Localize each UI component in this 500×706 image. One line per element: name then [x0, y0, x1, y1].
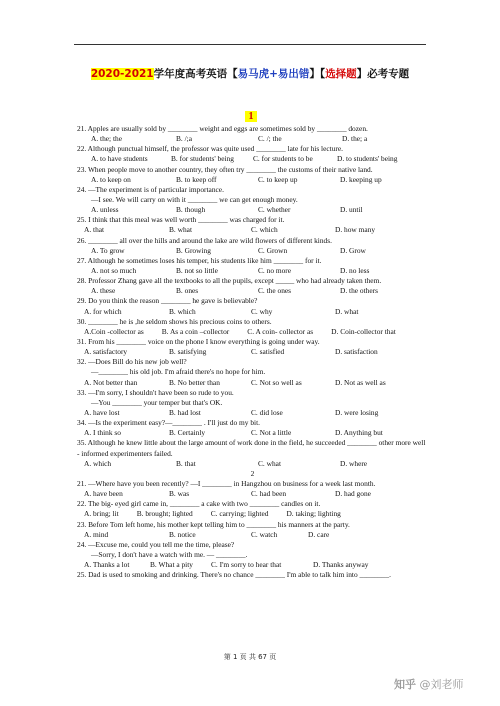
- options-row: [77, 246, 428, 256]
- options-row: [77, 378, 428, 388]
- option-b: B. /;a: [176, 134, 193, 144]
- question-stem: 33. —I'm sorry, I shouldn't have been so rude to you.: [77, 387, 234, 397]
- question-list: [77, 124, 428, 580]
- question-dialogue: —Sorry, I don't have a watch with me. — ________.: [91, 550, 248, 560]
- section-label: 1: [245, 111, 257, 122]
- question-stem: 25. Dad is used to smoking and drinking. There's no chance ________ I'm able to talk him into ________.: [77, 570, 391, 580]
- option-a: A. have been: [84, 489, 123, 499]
- option-a: A.Coin -collector as: [84, 326, 144, 336]
- option-b: B. not so little: [176, 265, 218, 275]
- question-stem: 22. Although punctual himself, the professor was quite used ________ late for his lecture.: [77, 144, 344, 154]
- question-stem: 30. ________ he is ,he seldom shows his precious coins to others.: [77, 316, 272, 326]
- question-stem: 23. When people move to another country, they often try ________ the customs of their native land.: [77, 164, 373, 174]
- option-c: C. why: [251, 306, 273, 316]
- option-b: B. notice: [169, 529, 196, 539]
- question-stem: 24. —The experiment is of particular importance.: [77, 184, 224, 194]
- option-d: D. care: [308, 529, 330, 539]
- options-row: [77, 459, 428, 469]
- options-row: [77, 175, 428, 185]
- question-stem: 34. —Is the experiment easy?—________ . I'll just do my bit.: [77, 418, 260, 428]
- option-b: B. was: [169, 489, 190, 499]
- option-c: C. A coin- collector as: [247, 326, 314, 336]
- watermark: [394, 676, 464, 692]
- option-c: C. had been: [251, 489, 287, 499]
- title-suffix: 】必考专题: [356, 68, 410, 80]
- page-footer: 第 1 页 共 67 页: [223, 653, 277, 661]
- option-c: C. what: [258, 458, 281, 468]
- option-d: D. until: [340, 205, 363, 215]
- option-b: B. brought; lighted: [136, 509, 193, 519]
- options-row: [77, 408, 428, 418]
- option-d: D. how many: [335, 225, 376, 235]
- option-b: B. Growing: [176, 245, 211, 255]
- option-a: A. have lost: [84, 407, 120, 417]
- page-title: [0, 66, 500, 81]
- option-b: B. what: [169, 225, 192, 235]
- options-row: [77, 530, 428, 540]
- options-row: [77, 489, 428, 499]
- question-stem: 31. From his ________ voice on the phone I know everything is going under way.: [77, 337, 320, 346]
- section-2-label: 2: [250, 468, 255, 478]
- title-year: 2020-2021: [90, 68, 154, 80]
- option-c: C. Not so well as: [251, 377, 302, 387]
- option-d: D. Thanks anyway: [313, 560, 369, 570]
- option-c: C. satisfied: [251, 347, 285, 357]
- option-d: D. no less: [340, 265, 370, 275]
- option-a: A. the; the: [91, 134, 122, 144]
- option-b: B. Certainly: [169, 428, 206, 438]
- option-c: C. I'm sorry to hear that: [211, 560, 282, 570]
- question-dialogue: —You ________ your temper but that's OK.: [91, 397, 223, 407]
- option-c: C. did lose: [251, 407, 283, 417]
- question-stem: 35. Although he knew little about the large amount of work done in the field, he succeeded ________ other more well - informed experimenters failed.: [77, 438, 426, 458]
- options-row: [77, 509, 428, 519]
- question-stem: 32. —Does Bill do his new job well?: [77, 357, 187, 367]
- option-b: B. As a coin –collector: [161, 326, 230, 336]
- option-d: D. Not as well as: [335, 377, 386, 387]
- option-a: A. bring; lit: [84, 509, 119, 519]
- option-a: A. mind: [84, 529, 109, 539]
- option-a: A. for which: [84, 306, 122, 316]
- option-d: D. satisfaction: [335, 347, 378, 357]
- option-a: A. that: [84, 225, 105, 235]
- option-a: A. Not better than: [84, 377, 138, 387]
- option-d: D. Coin-collector that: [331, 326, 396, 336]
- option-b: B. which: [169, 306, 196, 316]
- option-d: D. the others: [340, 286, 378, 296]
- options-row: [77, 428, 428, 438]
- option-b: B. though: [176, 205, 206, 215]
- option-b: B. that: [176, 458, 196, 468]
- question-stem: 28. Professor Zhang gave all the textbooks to all the pupils, except _____ who had already taken them.: [77, 276, 382, 286]
- options-row: [77, 205, 428, 215]
- option-d: D. what: [335, 306, 359, 316]
- options-row: [77, 347, 428, 357]
- option-b: B. for students' being: [171, 154, 234, 164]
- question-stem: 21. —Where have you been recently? —I ________ in Hangzhou on business for a week last month.: [77, 479, 376, 488]
- watermark-handle: @刘老师: [419, 678, 464, 691]
- header-rule: [74, 44, 426, 45]
- question-stem: 21. Apples are usually sold by ________ weight and eggs are sometimes sold by ________ dozen.: [77, 124, 368, 133]
- title-topic: 易马虎+易出错: [237, 68, 310, 80]
- option-c: C. carrying; lighted: [210, 509, 269, 519]
- option-d: D. Grow: [340, 245, 366, 255]
- option-a: A. these: [91, 286, 116, 296]
- title-bracket: 】【: [309, 68, 326, 80]
- option-b: B. What a pity: [150, 560, 193, 570]
- option-c: C. Grown: [258, 245, 288, 255]
- options-row: [77, 134, 428, 144]
- option-d: D. Anything but: [335, 428, 383, 438]
- question-dialogue: —I see. We will carry on with it ________ we can get enough money.: [91, 195, 298, 204]
- zhihu-logo: 知乎: [394, 678, 416, 691]
- question-stem: 26. ________ all over the hills and around the lake are wild flowers of different kinds.: [77, 235, 332, 245]
- options-row: [77, 307, 428, 317]
- option-b: B. had lost: [169, 407, 201, 417]
- title-type: 选择题: [325, 68, 357, 80]
- question-stem: 29. Do you think the reason ________ he gave is believable?: [77, 296, 258, 306]
- option-a: A. To grow: [91, 245, 125, 255]
- option-a: A. satisfactory: [84, 347, 128, 357]
- question-stem: 22. The big- eyed girl came in, ________ a cake with two ________ candles on it.: [77, 499, 321, 509]
- option-b: B. to keep off: [176, 174, 217, 184]
- option-d: D. the; a: [342, 134, 368, 144]
- option-a: A. unless: [91, 205, 119, 215]
- title-text: 学年度高考英语【: [153, 68, 238, 80]
- option-d: D. had gone: [335, 489, 371, 499]
- option-c: C. to keep up: [258, 174, 298, 184]
- options-row: [77, 286, 428, 296]
- option-a: A. to have students: [91, 154, 148, 164]
- options-row: [77, 266, 428, 276]
- option-d: D. taking; lighting: [286, 509, 341, 519]
- option-a: A. I think so: [84, 428, 121, 438]
- option-b: B. satisfying: [169, 347, 207, 357]
- option-c: C. watch: [251, 529, 278, 539]
- question-stem: 23. Before Tom left home, his mother kept telling him to ________ his manners at the party.: [77, 519, 350, 529]
- question-dialogue: —________ his old job. I'm afraid there's no hope for him.: [91, 367, 266, 377]
- option-d: D. keeping up: [340, 174, 382, 184]
- option-c: C. no more: [258, 265, 292, 275]
- option-d: D. to students' being: [337, 154, 398, 164]
- option-c: C. the ones: [258, 286, 292, 296]
- option-a: A. to keep on: [91, 174, 131, 184]
- option-a: A. Thanks a lot: [84, 560, 130, 570]
- question-stem: 25. I think that this meal was well worth ________ was charged for it.: [77, 215, 285, 225]
- option-c: C. for students to be: [253, 154, 313, 164]
- option-d: D. were losing: [335, 407, 379, 417]
- options-row: [77, 154, 428, 164]
- option-a: A. not so much: [91, 265, 137, 275]
- options-row: [77, 560, 428, 570]
- options-row: [77, 327, 428, 337]
- question-stem: 27. Although he sometimes loses his temper, his students like him ________ for it.: [77, 255, 322, 265]
- options-row: [77, 225, 428, 235]
- option-c: C. whether: [258, 205, 291, 215]
- option-a: A. which: [84, 458, 112, 468]
- option-c: C. Not a little: [251, 428, 292, 438]
- option-c: C. /; the: [258, 134, 282, 144]
- option-c: C. which: [251, 225, 278, 235]
- question-stem: 24. —Excuse me, could you tell me the time, please?: [77, 539, 235, 549]
- option-b: B. ones: [176, 286, 199, 296]
- option-b: B. No better than: [169, 377, 220, 387]
- option-d: D. where: [340, 458, 368, 468]
